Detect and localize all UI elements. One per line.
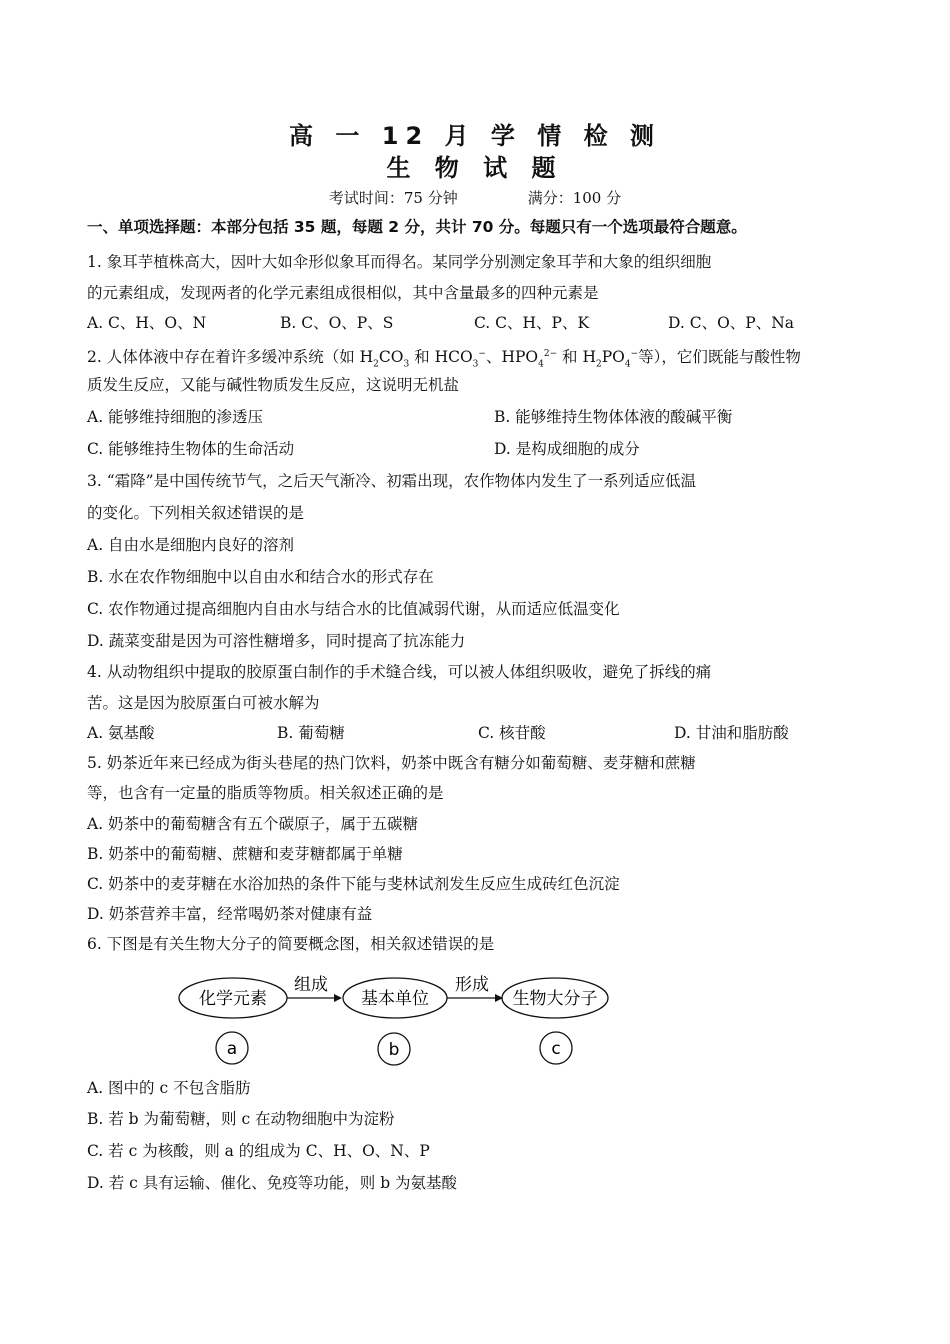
- q5-stem-line2: 等，也含有一定量的脂质等物质。相关叙述正确的是: [87, 784, 444, 802]
- q2-option-d: D. 是构成细胞的成分: [494, 440, 640, 458]
- q3-stem-line2: 的变化。下列相关叙述错误的是: [87, 504, 305, 522]
- q2-option-a: A. 能够维持细胞的渗透压: [87, 408, 264, 426]
- q1-stem-line1: 1. 象耳芋植株高大，因叶大如伞形似象耳而得名。某同学分别测定象耳芋和大象的组织细胞: [87, 253, 712, 271]
- q1-option-b: B. C、O、P、S: [280, 314, 394, 332]
- q2-stem-line1: 2. 人体体液中存在着许多缓冲系统（如 $H_2CO_3$ 和 $HCO_3^-$、$HPO_4^{2-}$ 和 $H_2PO_4^-$等），它们既能与酸性物: [87, 348, 801, 370]
- node-a-label: 化学元素: [199, 989, 267, 1009]
- q6-stem-line1: 6. 下图是有关生物大分子的简要概念图，相关叙述错误的是: [87, 935, 495, 953]
- q6-option-d: D. 若 c 具有运输、催化、免疫等功能，则 b 为氨基酸: [87, 1174, 458, 1192]
- exam-meta: [0, 187, 950, 208]
- exam-title: 高 一 12 月 学 情 检 测: [289, 122, 661, 150]
- circle-c-label: c: [551, 1039, 561, 1059]
- arrow1-head: [334, 994, 342, 1002]
- exam-subject: 生 物 试 题: [386, 154, 564, 182]
- q3-stem-line1: 3. “霜降”是中国传统节气，之后天气渐冷、初霜出现，农作物体内发生了一系列适应低温: [87, 472, 697, 490]
- q5-option-b: B. 奶茶中的葡萄糖、蔗糖和麦芽糖都属于单糖: [87, 845, 403, 863]
- q2-option-b: B. 能够维持生物体体液的酸碱平衡: [494, 408, 733, 426]
- circle-b-label: b: [388, 1040, 400, 1060]
- q4-stem-line2: 苦。这是因为胶原蛋白可被水解为: [87, 694, 320, 712]
- q4-option-b: B. 葡萄糖: [277, 724, 345, 742]
- circle-a-label: a: [226, 1039, 238, 1059]
- node-c-label: 生物大分子: [512, 989, 598, 1009]
- q4-option-c: C. 核苷酸: [478, 724, 546, 742]
- arrow1-label: 组成: [294, 975, 328, 995]
- q5-stem-line1: 5. 奶茶近年来已经成为街头巷尾的热门饮料，奶茶中既含有糖分如葡萄糖、麦芽糖和蔗糖: [87, 754, 696, 772]
- q5-option-c: C. 奶茶中的麦芽糖在水浴加热的条件下能与斐林试剂发生反应生成砖红色沉淀: [87, 875, 620, 893]
- q1-option-d: D. C、O、P、Na: [668, 314, 795, 332]
- q4-option-a: A. 氨基酸: [87, 724, 155, 742]
- q1-stem-line2: 的元素组成，发现两者的化学元素组成很相似，其中含量最多的四种元素是: [87, 284, 599, 302]
- q4-option-d: D. 甘油和脂肪酸: [674, 724, 789, 742]
- arrow2-label: 形成: [455, 975, 489, 995]
- exam-time: 考试时间：75 分钟: [328, 189, 458, 207]
- q2-option-c: C. 能够维持生物体的生命活动: [87, 440, 295, 458]
- q3-option-c: C. 农作物通过提高细胞内自由水与结合水的比值减弱代谢，从而适应低温变化: [87, 600, 620, 618]
- q2-stem-line2: 质发生反应，又能与碱性物质发生反应，这说明无机盐: [87, 376, 460, 394]
- q3-option-b: B. 水在农作物细胞中以自由水和结合水的形式存在: [87, 568, 434, 586]
- q3-option-d: D. 蔬菜变甜是因为可溶性糖增多，同时提高了抗冻能力: [87, 632, 466, 650]
- node-b-label: 基本单位: [361, 989, 429, 1009]
- concept-diagram: [170, 968, 620, 1070]
- q5-option-a: A. 奶茶中的葡萄糖含有五个碳原子，属于五碳糖: [87, 815, 419, 833]
- q5-option-d: D. 奶茶营养丰富，经常喝奶茶对健康有益: [87, 905, 373, 923]
- q1-option-c: C. C、H、P、K: [474, 314, 590, 332]
- q1-option-a: A. C、H、O、N: [87, 314, 207, 332]
- q6-option-c: C. 若 c 为核酸，则 a 的组成为 C、H、O、N、P: [87, 1142, 430, 1160]
- q6-option-b: B. 若 b 为葡萄糖，则 c 在动物细胞中为淀粉: [87, 1110, 395, 1128]
- q6-option-a: A. 图中的 c 不包含脂肪: [87, 1079, 251, 1097]
- section-heading: 一、单项选择题：本部分包括 35 题，每题 2 分，共计 70 分。每题只有一个选项最符合题意。: [87, 218, 747, 236]
- q3-option-a: A. 自由水是细胞内良好的溶剂: [87, 536, 295, 554]
- q4-stem-line1: 4. 从动物组织中提取的胶原蛋白制作的手术缝合线，可以被人体组织吸收，避免了拆线的痛: [87, 663, 712, 681]
- full-score: 满分：100 分: [527, 189, 622, 207]
